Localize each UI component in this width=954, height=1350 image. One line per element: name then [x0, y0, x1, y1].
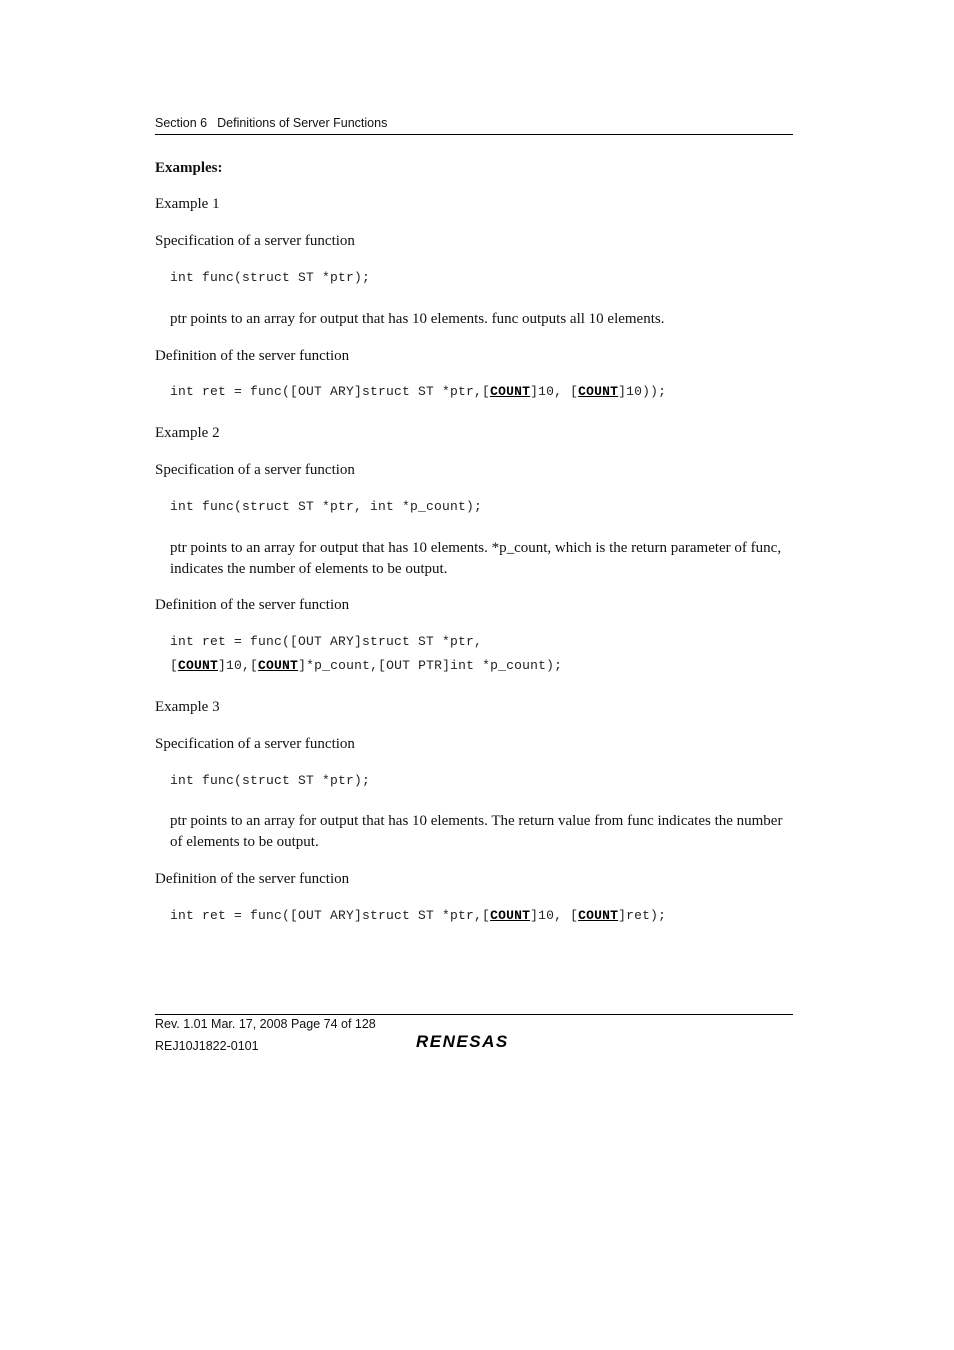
example1-spec-code: int func(struct ST *ptr); — [170, 270, 371, 285]
example1-title: Example 1 — [155, 196, 220, 212]
footer-divider — [155, 1014, 793, 1015]
renesas-logo — [414, 1030, 534, 1052]
example1-def-code: int ret = func([OUT ARY]struct ST *ptr,[COUNT]10, [COUNT]10)); — [170, 384, 667, 399]
count-keyword: COUNT — [490, 384, 531, 399]
svg-text:RENESAS: RENESAS — [416, 1032, 509, 1051]
example3-spec-code: int func(struct ST *ptr); — [170, 773, 371, 788]
example2-def-code-line2: [COUNT]10,[COUNT]*p_count,[OUT PTR]int *p_count); — [170, 658, 563, 673]
example2-spec-code: int func(struct ST *ptr, int *p_count); — [170, 499, 483, 514]
example3-def-label: Definition of the server function — [155, 871, 350, 887]
footer-revision: Rev. 1.01 Mar. 17, 2008 Page 74 of 128 — [155, 1017, 376, 1031]
example1-def-label: Definition of the server function — [155, 348, 350, 364]
section-title: Definitions of Server Functions — [217, 116, 388, 130]
example3-spec-label: Specification of a server function — [155, 736, 355, 752]
example1-spec-label: Specification of a server function — [155, 233, 355, 249]
example3-description: ptr points to an array for output that has 10 elements. The return value from func indicates the number of elements to be output. — [170, 813, 783, 850]
section-number: Section 6 — [155, 116, 208, 130]
count-keyword: COUNT — [578, 908, 619, 923]
footer-doc-number: REJ10J1822-0101 — [155, 1039, 259, 1053]
page-header — [155, 116, 793, 135]
count-keyword: COUNT — [178, 658, 219, 673]
example3-title: Example 3 — [155, 699, 220, 715]
example2-spec-label: Specification of a server function — [155, 462, 355, 478]
count-keyword: COUNT — [578, 384, 619, 399]
example1-description: ptr points to an array for output that has 10 elements. func outputs all 10 elements. — [170, 311, 665, 327]
example2-title: Example 2 — [155, 425, 220, 441]
example3-def-code: int ret = func([OUT ARY]struct ST *ptr,[COUNT]10, [COUNT]ret); — [170, 908, 667, 923]
example2-def-code-line1: int ret = func([OUT ARY]struct ST *ptr, — [170, 634, 483, 649]
count-keyword: COUNT — [490, 908, 531, 923]
example2-description: ptr points to an array for output that has 10 elements. *p_count, which is the return parameter of func, indicates the number of elements to be output. — [170, 540, 782, 577]
example2-def-label: Definition of the server function — [155, 597, 350, 613]
count-keyword: COUNT — [258, 658, 299, 673]
examples-heading: Examples: — [155, 160, 223, 176]
